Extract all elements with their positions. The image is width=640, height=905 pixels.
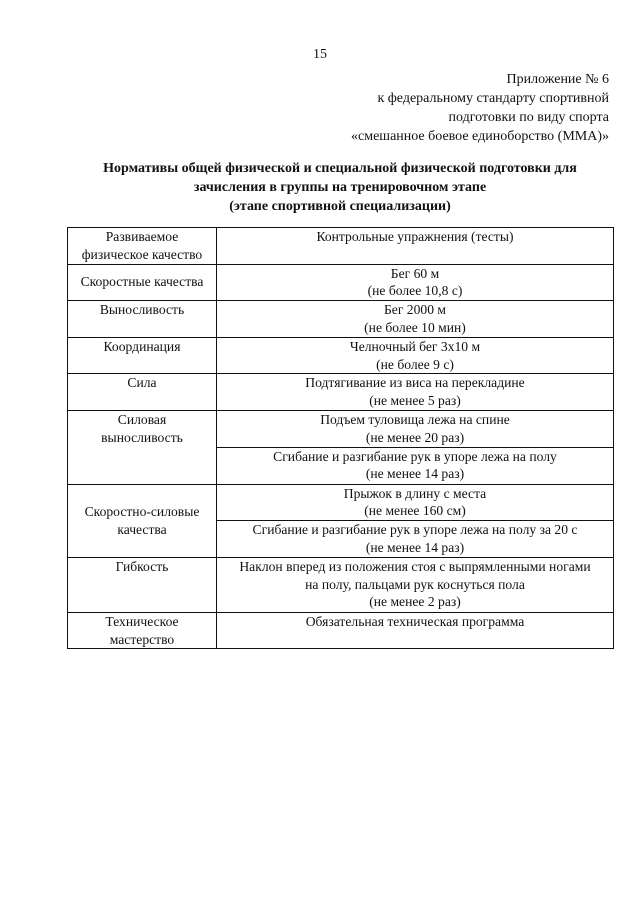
test-strength-endurance-1-label: Подъем туловища лежа на спине [320,411,510,427]
title-line-2: зачисления в группы на тренировочном этапе [193,180,487,195]
table-row-speed-strength-1 [68,484,614,521]
test-speed-strength-1-label: Прыжок в длину с места [343,485,487,501]
quality-strength [68,374,217,411]
quality-strength-endurance-line-1: Силовая [117,411,167,427]
norm-flexibility: (не менее 2 раз) [369,594,461,610]
table-row-strength [68,374,614,411]
header-tests-cell [217,228,614,265]
quality-strength-endurance-line-2: выносливость [101,429,183,445]
test-endurance [217,301,614,338]
title-line-1: Нормативы общей физической и специальной физической подготовки для [103,161,577,176]
norm-coordination: (не более 9 с) [376,356,454,372]
test-flexibility [217,557,614,612]
table-row-endurance [68,301,614,338]
header-quality-line-2: физическое качество [81,246,203,262]
quality-speed [68,264,217,301]
norm-speed-strength-2: (не менее 14 раз) [365,539,465,555]
quality-endurance [68,301,217,338]
test-speed-strength-2-label: Сгибание и разгибание рук в упоре лежа на полу за 20 с [252,522,578,538]
quality-speed-strength-line-1: Скоростно-силовые [84,503,200,519]
quality-flexibility [68,557,217,612]
table-row-technique [68,612,614,649]
test-speed [217,264,614,301]
appendix-header [351,70,609,146]
norm-speed-strength-1: (не менее 160 см) [364,503,466,519]
quality-speed-strength-line-2: качества [117,521,167,537]
test-technique [217,612,614,649]
test-technique-label: Обязательная техническая программа [305,613,525,629]
test-coordination [217,337,614,374]
quality-flexibility-label: Гибкость [115,558,169,574]
appendix-line-2: к федеральному стандарту спортивной [377,91,609,106]
page-number: 15 [313,47,327,62]
appendix-line-1: Приложение № 6 [506,72,609,87]
header-quality-cell [68,228,217,265]
test-speed-strength-2 [217,521,614,558]
header-quality-line-1: Развиваемое [105,229,179,244]
test-flexibility-line-1: Наклон вперед из положения стоя с выпрямленными ногами [239,558,591,574]
appendix-line-4: «смешанное боевое единоборство (ММА)» [351,129,609,144]
test-speed-label: Бег 60 м [390,265,440,281]
quality-speed-strength [68,484,217,557]
norms-table [67,227,614,649]
quality-endurance-label: Выносливость [99,302,185,318]
table-header-row [68,228,614,265]
test-strength-label: Подтягивание из виса на перекладине [305,375,525,391]
test-speed-strength-1 [217,484,614,521]
quality-technique-line-2: мастерство [109,631,175,647]
test-strength-endurance-2-label: Сгибание и разгибание рук в упоре лежа на полу [273,448,557,464]
test-coordination-label: Челночный бег 3х10 м [349,338,481,354]
table-row-speed [68,264,614,301]
norm-endurance: (не более 10 мин) [364,319,466,335]
test-strength-endurance-1 [217,410,614,447]
title-line-3: (этапе спортивной специализации) [229,199,451,214]
quality-coordination-label: Координация [103,338,181,354]
table-row-flexibility [68,557,614,612]
table-row-strength-endurance-1 [68,410,614,447]
test-endurance-label: Бег 2000 м [383,302,446,318]
appendix-line-3: подготовки по виду спорта [448,110,609,125]
quality-strength-label: Сила [127,375,157,391]
test-strength [217,374,614,411]
test-flexibility-line-2: на полу, пальцами рук коснуться пола [305,576,525,592]
header-tests-label: Контрольные упражнения (тесты) [316,229,514,244]
table-row-coordination [68,337,614,374]
test-strength-endurance-2 [217,447,614,484]
norm-strength: (не менее 5 раз) [369,393,461,409]
norm-strength-endurance-1: (не менее 20 раз) [365,429,465,445]
document-title [70,159,610,216]
quality-speed-label: Скоростные качества [80,274,204,290]
quality-coordination [68,337,217,374]
norm-speed: (не более 10,8 с) [367,283,463,299]
quality-technique [68,612,217,649]
quality-technique-line-1: Техническое [105,613,179,629]
norm-strength-endurance-2: (не менее 14 раз) [365,466,465,482]
quality-strength-endurance [68,410,217,484]
